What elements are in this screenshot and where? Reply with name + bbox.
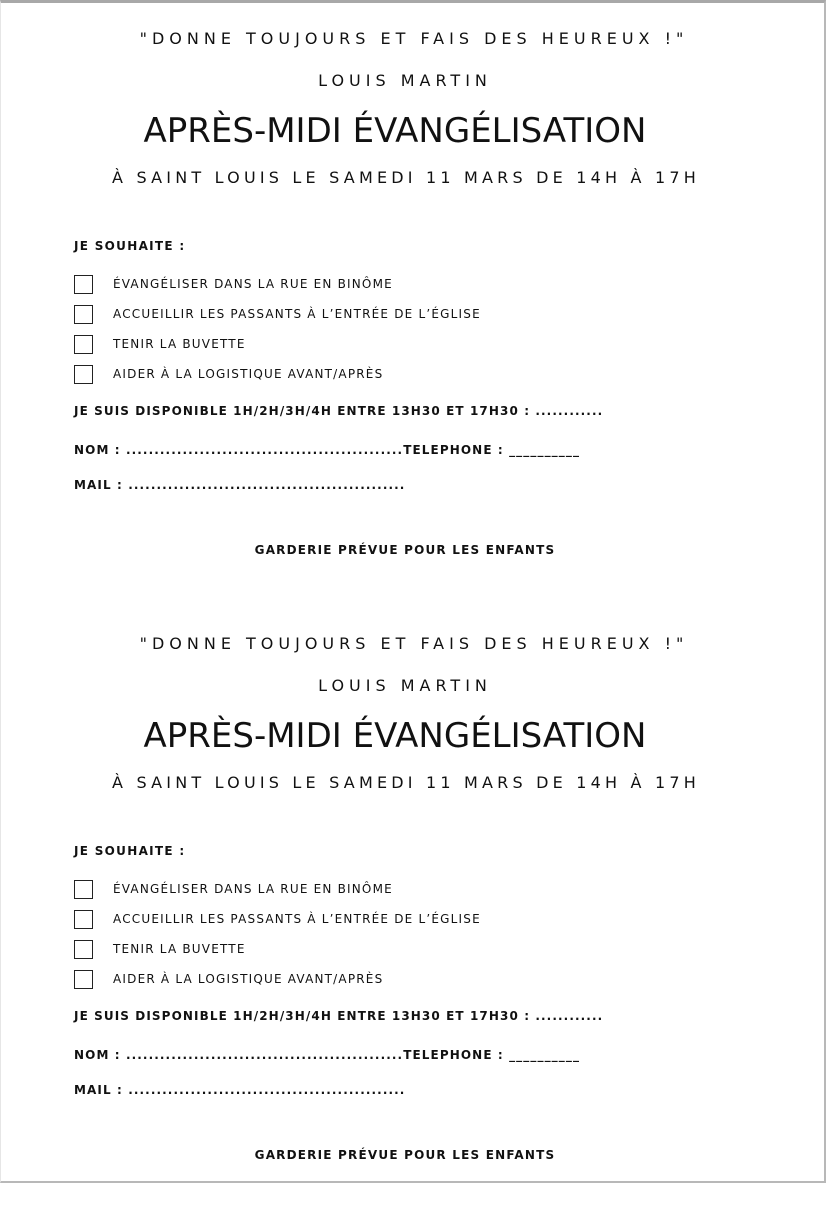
name-phone-field[interactable]: NOM : .................................................TELEPHONE : __________	[74, 443, 581, 457]
mail-field[interactable]: MAIL : .................................................	[74, 1083, 406, 1097]
checkbox[interactable]	[74, 305, 93, 324]
checkbox[interactable]	[74, 880, 93, 899]
event-title: APRÈS-MIDI ÉVANGÉLISATION	[143, 111, 647, 151]
option-welcome[interactable]	[74, 904, 634, 934]
checkbox[interactable]	[74, 275, 93, 294]
option-label: ACCUEILLIR LES PASSANTS À L’ENTRÉE DE L’ÉGLISE	[113, 912, 481, 926]
option-list	[74, 874, 634, 994]
event-subtitle: À SAINT LOUIS LE SAMEDI 11 MARS DE 14H À 17H	[112, 773, 700, 792]
option-refreshments[interactable]	[74, 329, 634, 359]
availability-field[interactable]: JE SUIS DISPONIBLE 1H/2H/3H/4H ENTRE 13H30 ET 17H30 : ............	[74, 1009, 604, 1023]
option-label: AIDER À LA LOGISTIQUE AVANT/APRÈS	[113, 367, 384, 381]
wish-label: JE SOUHAITE :	[74, 239, 186, 253]
event-title: APRÈS-MIDI ÉVANGÉLISATION	[143, 716, 647, 756]
quote-author: LOUIS MARTIN	[318, 71, 492, 90]
event-subtitle: À SAINT LOUIS LE SAMEDI 11 MARS DE 14H À 17H	[112, 168, 700, 187]
quote: "DONNE TOUJOURS ET FAIS DES HEUREUX !"	[139, 634, 689, 653]
option-label: ACCUEILLIR LES PASSANTS À L’ENTRÉE DE L’ÉGLISE	[113, 307, 481, 321]
option-label: ÉVANGÉLISER DANS LA RUE EN BINÔME	[113, 882, 393, 896]
checkbox[interactable]	[74, 910, 93, 929]
childcare-note: GARDERIE PRÉVUE POUR LES ENFANTS	[254, 543, 556, 557]
mail-field[interactable]: MAIL : .................................................	[74, 478, 406, 492]
flyer-first	[1, 3, 827, 603]
availability-field[interactable]: JE SUIS DISPONIBLE 1H/2H/3H/4H ENTRE 13H30 ET 17H30 : ............	[74, 404, 604, 418]
option-refreshments[interactable]	[74, 934, 634, 964]
checkbox[interactable]	[74, 335, 93, 354]
option-label: ÉVANGÉLISER DANS LA RUE EN BINÔME	[113, 277, 393, 291]
quote-author: LOUIS MARTIN	[318, 676, 492, 695]
option-label: AIDER À LA LOGISTIQUE AVANT/APRÈS	[113, 972, 384, 986]
flyer-second	[1, 608, 827, 1208]
option-logistics[interactable]	[74, 964, 634, 994]
checkbox[interactable]	[74, 970, 93, 989]
checkbox[interactable]	[74, 365, 93, 384]
option-list	[74, 269, 634, 389]
name-phone-field[interactable]: NOM : .................................................TELEPHONE : __________	[74, 1048, 581, 1062]
option-evangelize[interactable]	[74, 269, 634, 299]
wish-label: JE SOUHAITE :	[74, 844, 186, 858]
quote: "DONNE TOUJOURS ET FAIS DES HEUREUX !"	[139, 29, 689, 48]
checkbox[interactable]	[74, 940, 93, 959]
option-logistics[interactable]	[74, 359, 634, 389]
option-label: TENIR LA BUVETTE	[113, 337, 246, 351]
option-evangelize[interactable]	[74, 874, 634, 904]
option-welcome[interactable]	[74, 299, 634, 329]
childcare-note: GARDERIE PRÉVUE POUR LES ENFANTS	[254, 1148, 556, 1162]
option-label: TENIR LA BUVETTE	[113, 942, 246, 956]
